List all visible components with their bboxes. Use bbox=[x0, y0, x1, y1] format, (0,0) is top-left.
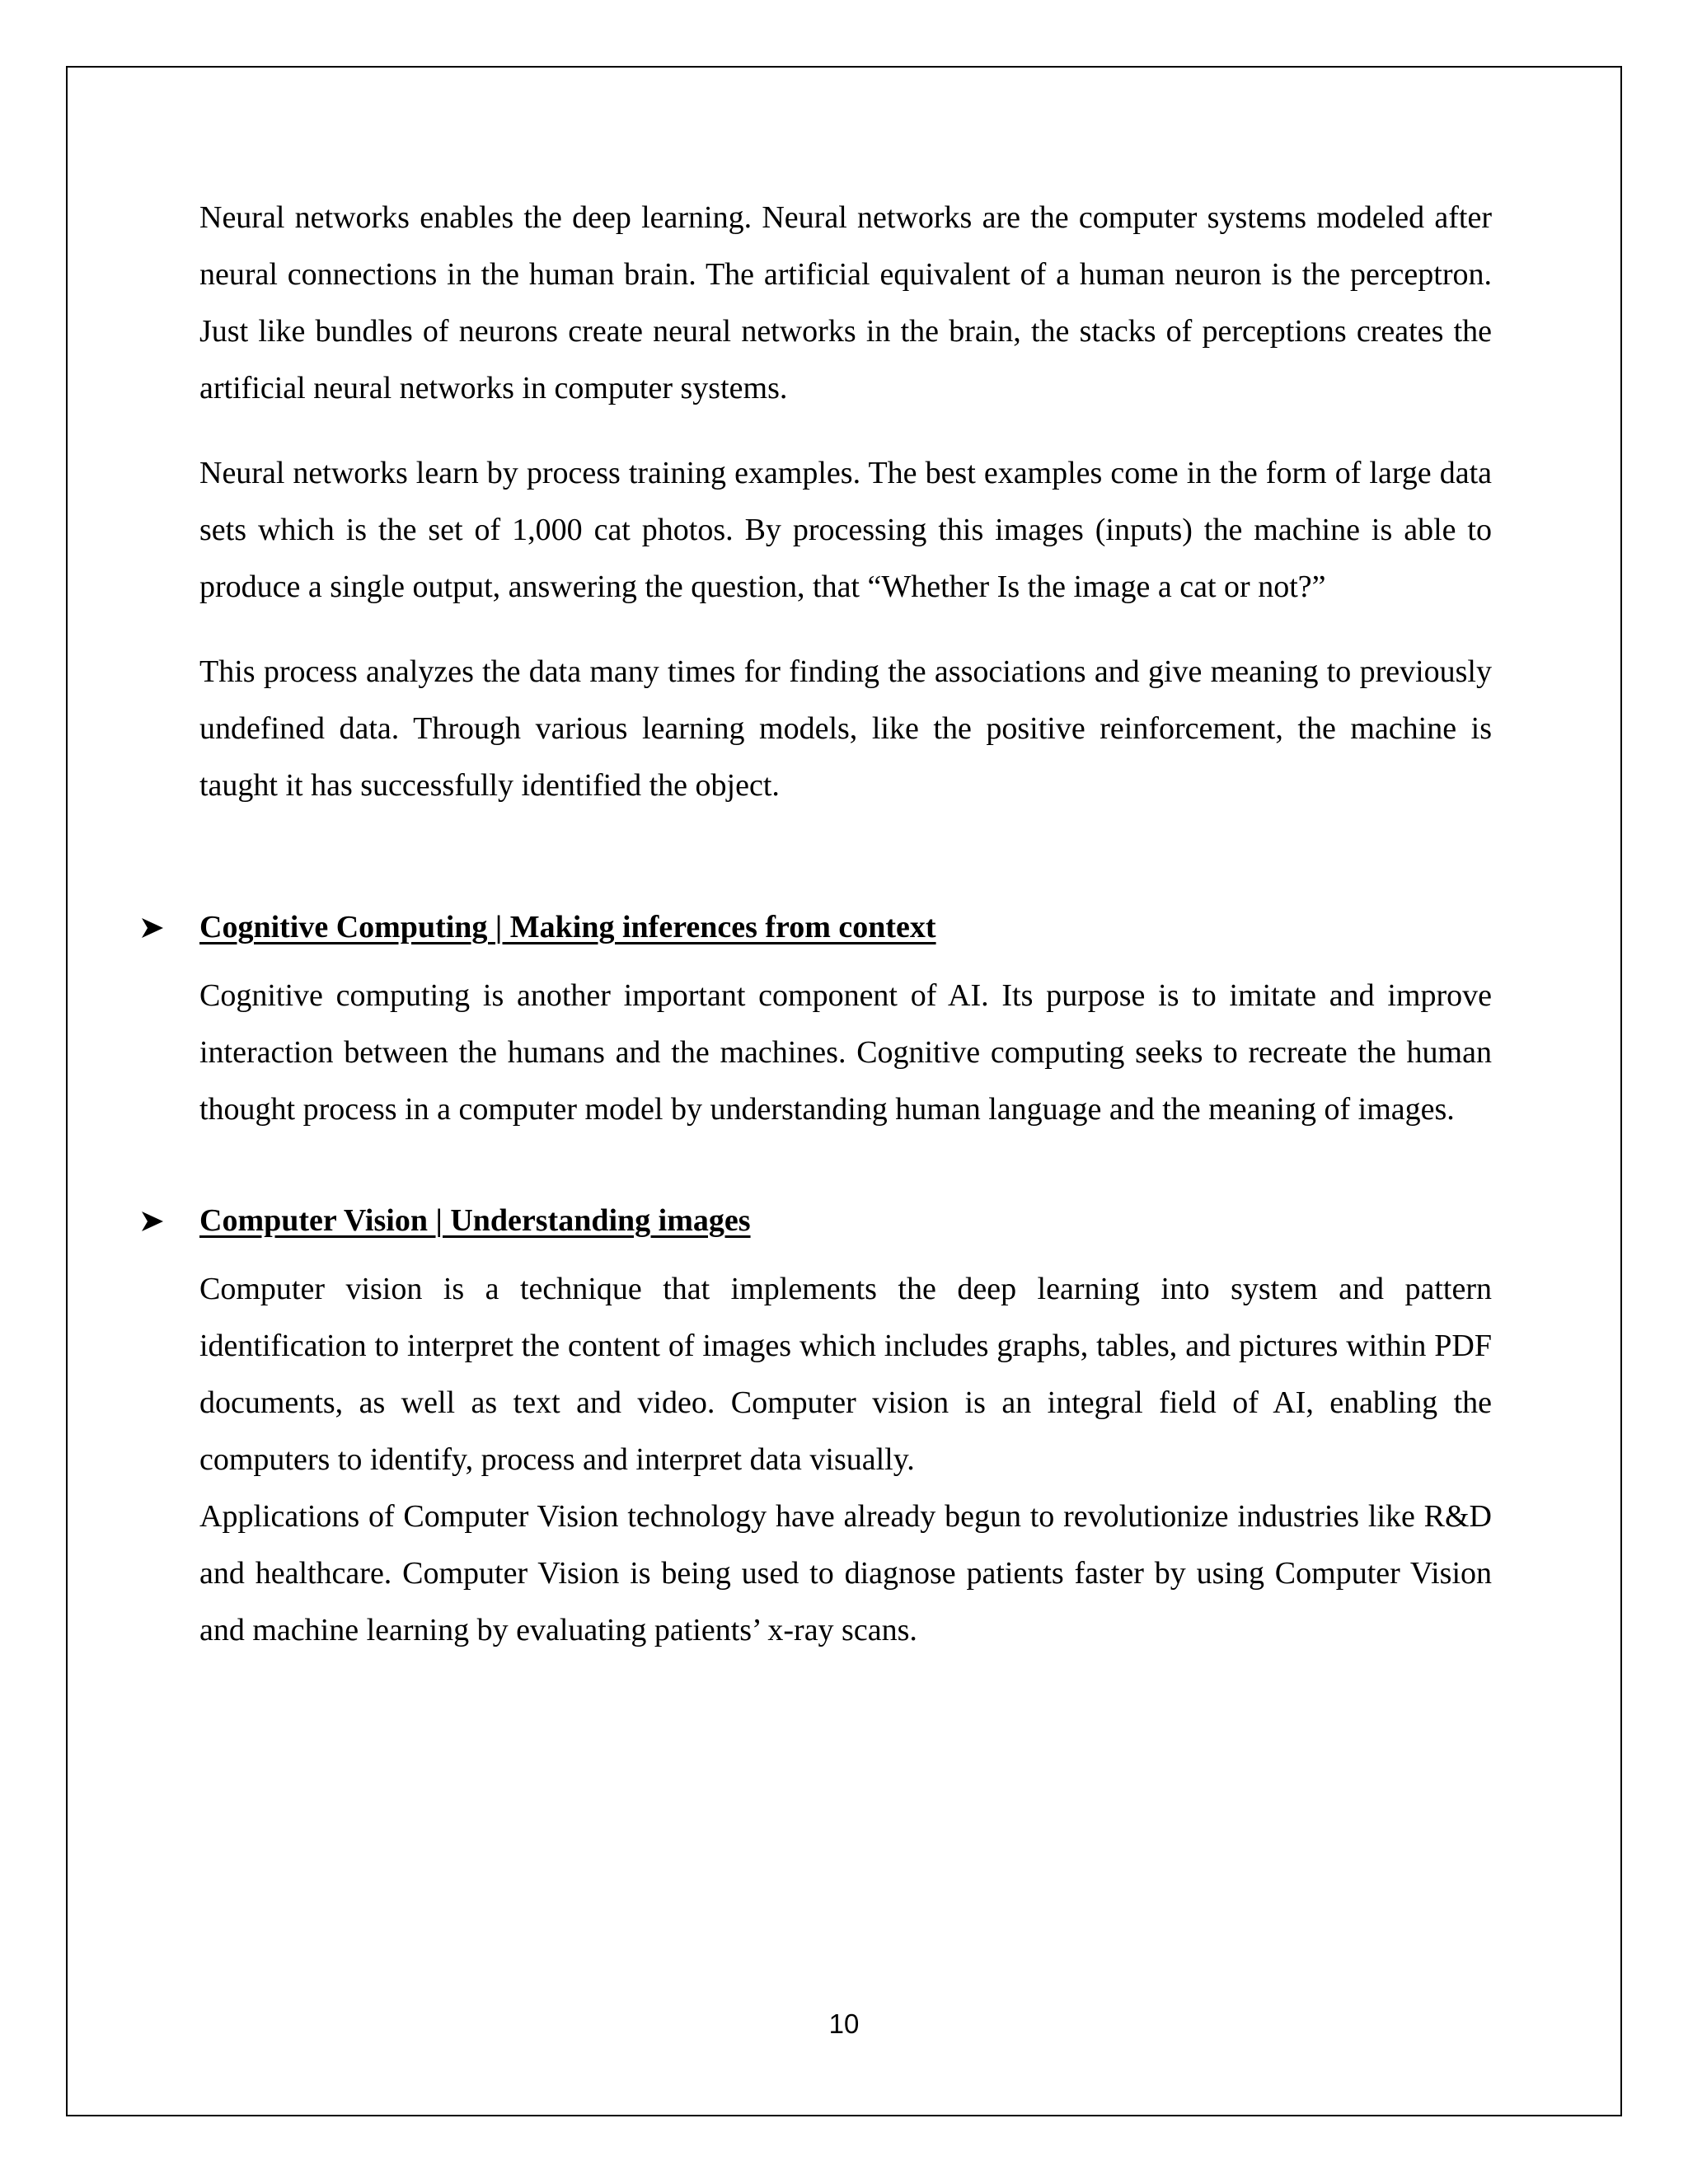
paragraph-cognitive-computing: Cognitive computing is another important component of AI. Its purpose is to imitate and improve interaction between the humans and the machines. Cognitive computing seeks to recreate the human thought process in a computer model by understanding human language and the meaning of images. bbox=[199, 978, 1492, 1127]
paragraph-computer-vision-applications: Applications of Computer Vision technology have already begun to revolutionize industries like R&D and healthcare. Computer Vision is being used to diagnose patients faster by using Computer Vision and machine learning by evaluating patients’ x-ray scans. bbox=[199, 1499, 1492, 1647]
section-heading-computer-vision bbox=[199, 1193, 1492, 1249]
section-heading-cognitive-computing bbox=[199, 899, 1492, 956]
paragraph-spacer bbox=[199, 417, 1492, 445]
paragraph-neural-networks-process: This process analyzes the data many times for finding the associations and give meaning to previously undefined data. Through various learning models, like the positive reinforcement, the machine is taught it has successfully identified the object. bbox=[199, 654, 1492, 803]
paragraph-neural-networks-training: Neural networks learn by process training examples. The best examples come in the form of large data sets which is the set of 1,000 cat photos. By processing this images (inputs) the machine is able to produce a single output, answering the question, that “Whether Is the image a cat or not?” bbox=[199, 456, 1492, 604]
paragraph-neural-networks-enable-deep-learning: Neural networks enables the deep learning. Neural networks are the computer systems modeled after neural connections in the human brain. The artificial equivalent of a human neuron is the perceptron. Just like bundles of neurons create neural networks in the brain, the stacks of perceptions creates the artificial neural networks in computer systems. bbox=[199, 200, 1492, 405]
paragraph-computer-vision-definition: Computer vision is a technique that implements the deep learning into system and pattern identification to interpret the content of images which includes graphs, tables, and pictures within PDF documents, as well as text and video. Computer vision is an integral field of AI, enabling the computers to identify, process and interpret data visually. bbox=[199, 1272, 1492, 1477]
section-spacer bbox=[199, 1138, 1492, 1193]
arrowhead-bullet-icon bbox=[140, 899, 173, 956]
document-body bbox=[199, 190, 1492, 1659]
section-spacer bbox=[199, 814, 1492, 899]
page-number: 10 bbox=[828, 2008, 860, 2039]
heading-spacer bbox=[199, 956, 1492, 968]
paragraph-spacer bbox=[199, 616, 1492, 644]
arrowhead-bullet-icon bbox=[140, 1193, 173, 1249]
section-heading-text: Cognitive Computing | Making inferences from context bbox=[199, 910, 936, 944]
heading-spacer bbox=[199, 1249, 1492, 1261]
section-heading-text: Computer Vision | Understanding images bbox=[199, 1203, 751, 1238]
